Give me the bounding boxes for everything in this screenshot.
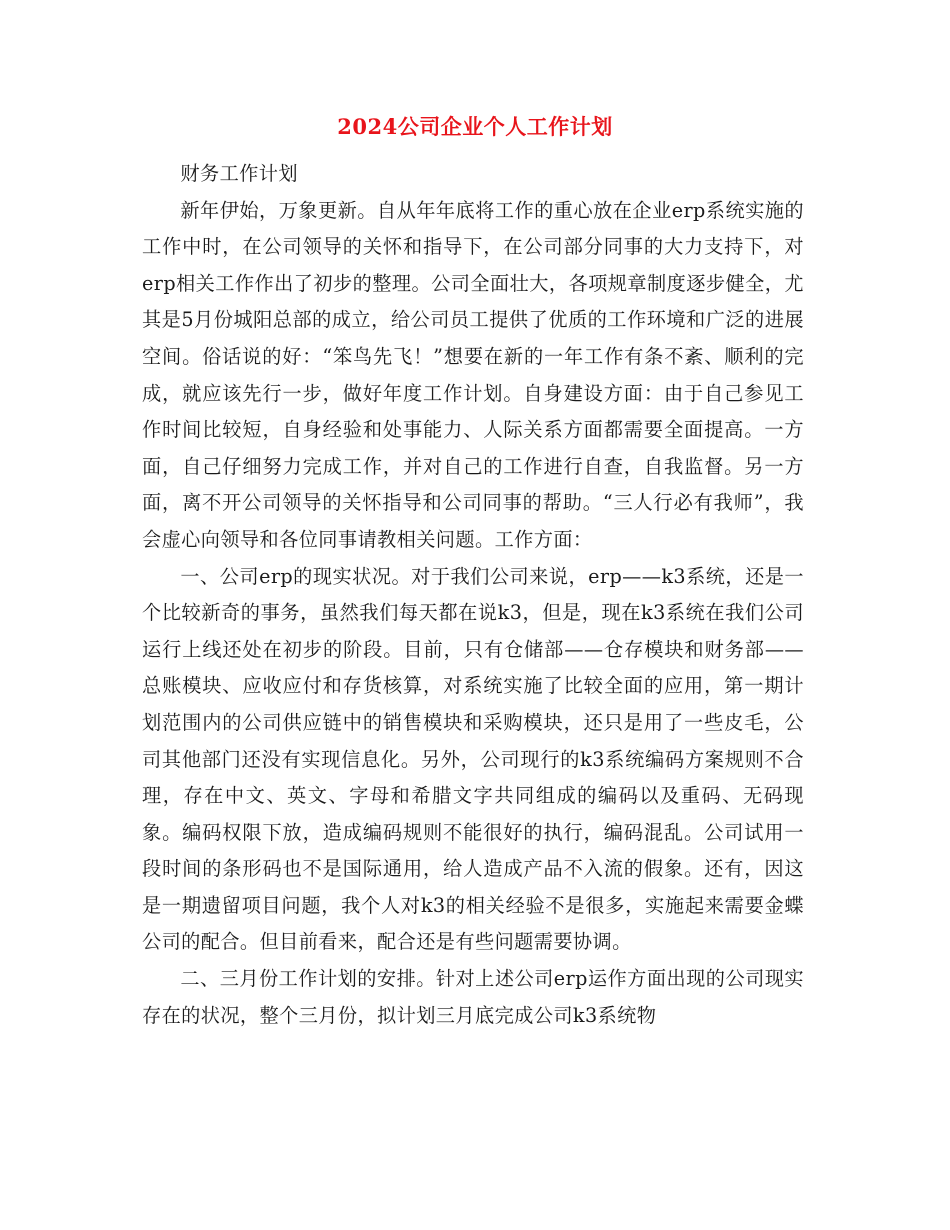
document-body [142, 156, 804, 1034]
paragraph-march-plan: 二、三月份工作计划的安排。针对上述公司erp运作方面出现的公司现实存在的状况，整个三月份，拟计划三月底完成公司k3系统物 [142, 967, 804, 1027]
paragraph-erp-status: 一、公司erp的现实状况。对于我们公司来说，erp——k3系统，还是一个比较新奇的事务，虽然我们每天都在说k3，但是，现在k3系统在我们公司运行上线还处在初步的阶段。目前，只有仓储部——仓存模块和财务部——总账模块、应收应付和存货核算，对系统实施了比较全面的应用，第一期计划范围内的公司供应链中的销售模块和采购模块，还只是用了一些皮毛，公司其他部门还没有实现信息化。另外，公司现行的k3系统编码方案规则不合理，存在中文、英文、字母和希腊文字共同组成的编码以及重码、无码现象。编码权限下放，造成编码规则不能很好的执行，编码混乱。公司试用一段时间的条形码也不是国际通用，给人造成产品不入流的假象。还有，因这是一期遗留项目问题，我个人对k3的相关经验不是很多，实施起来需要金蝶公司的配合。但目前看来，配合还是有些问题需要协调。 [142, 564, 804, 954]
document-title: 2024公司企业个人工作计划 [337, 114, 613, 139]
section-heading: 财务工作计划 [180, 162, 298, 185]
paragraph-intro: 新年伊始，万象更新。自从年年底将工作的重心放在企业erp系统实施的工作中时，在公司领导的关怀和指导下，在公司部分同事的大力支持下，对erp相关工作作出了初步的整理。公司全面壮大，各项规章制度逐步健全，尤其是5月份城阳总部的成立，给公司员工提供了优质的工作环境和广泛的进展空间。俗话说的好：“笨鸟先飞！”想要在新的一年工作有条不紊、顺利的完成，就应该先行一步，做好年度工作计划。自身建设方面：由于自己参见工作时间比较短，自身经验和处事能力、人际关系方面都需要全面提高。一方面，自己仔细努力完成工作，并对自己的工作进行自查，自我监督。另一方面，离不开公司领导的关怀指导和公司同事的帮助。“三人行必有我师”，我会虚心向领导和各位同事请教相关问题。工作方面： [142, 198, 804, 551]
